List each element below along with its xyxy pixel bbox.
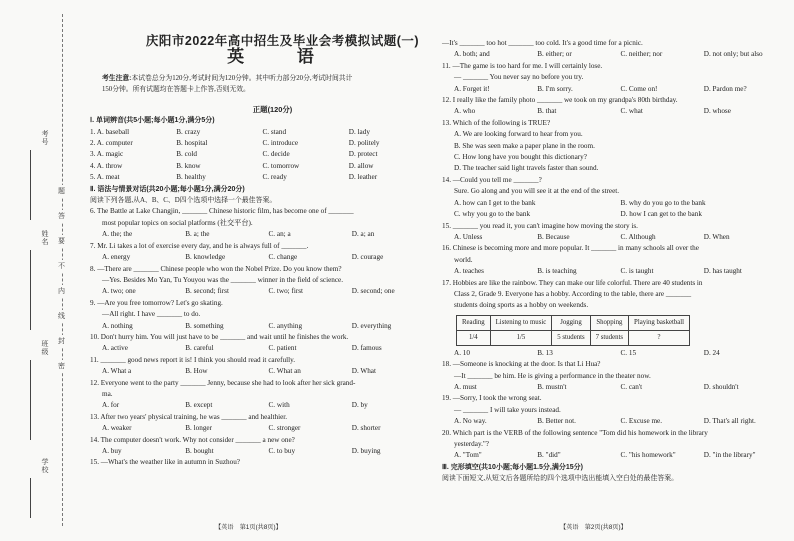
answer-option: C. Although	[620, 232, 656, 241]
answer-option: A. how can I get to the bank	[454, 198, 536, 207]
question-stem: 6. The Battle at Lake Changjin, _______ Chinese historic film, has become one of _______	[90, 207, 354, 216]
phonics-option: D. politely	[348, 139, 380, 148]
answer-option: C. neither; nor	[620, 50, 663, 59]
question-stem: 10. Don't hurry him. You will just have to be _______ and wait until he finishes the work.	[90, 332, 349, 341]
binding-margin	[0, 0, 90, 541]
answer-option: D. courage	[351, 253, 384, 262]
answer-option: A. energy	[102, 253, 131, 262]
options-row	[90, 321, 435, 332]
answer-option: D. by	[351, 401, 368, 410]
footer-right: 【英语 第2页(共8页)】	[560, 524, 627, 531]
phonics-option: D. allow	[348, 161, 374, 170]
question-stem-line: yesterday."?	[454, 440, 489, 448]
options-row	[442, 49, 787, 60]
seal-char: 密	[58, 362, 65, 370]
question-stem-line: Class 2, Grade 9. Everyone has a hobby. According to the table, there are _______	[454, 289, 692, 298]
exam-no-line	[30, 150, 31, 220]
answer-option: A. buy	[102, 447, 122, 455]
option-line: D. The teacher said light travels faster than sound.	[454, 164, 599, 173]
class-label: 班级	[41, 340, 49, 356]
answer-option: D. That's all right.	[703, 417, 756, 426]
answer-option: D. not only; but also	[703, 50, 763, 59]
name-line	[30, 250, 31, 330]
phonics-row	[90, 138, 435, 149]
answer-option: D. "in the library"	[703, 451, 756, 460]
answer-option: C. why you go to the bank	[454, 210, 531, 219]
answer-option: A. must	[454, 382, 477, 391]
answer-option: D. When	[703, 232, 730, 241]
phonics-option: D. protect	[348, 150, 378, 159]
answer-option: A. Forget it!	[454, 84, 490, 93]
hobby-header-row	[457, 315, 690, 330]
answer-option: D. has taught	[703, 267, 742, 276]
section-1-rows	[90, 127, 435, 184]
answer-option: A. No way.	[454, 417, 487, 426]
phonics-option: 3. A. magic	[90, 150, 124, 159]
phonics-option: C. introduce	[262, 139, 299, 148]
note-text-2: 150分钟。所有试题均在答题卡上作答,否则无效。	[102, 85, 250, 93]
seal-char: 内	[58, 287, 65, 295]
answer-option: A. two; one	[102, 287, 136, 296]
answer-option: C. 15	[620, 348, 637, 357]
answer-option: B. How	[185, 367, 208, 376]
answer-option: C. patient	[268, 344, 297, 353]
right-column	[442, 38, 787, 485]
seal-char: 题	[58, 187, 65, 195]
options-row	[442, 348, 787, 359]
answer-option: B. something	[185, 321, 224, 330]
answer-option: B. careful	[185, 344, 214, 353]
phonics-option: 4. A. throw	[90, 161, 123, 170]
answer-option: C. can't	[620, 382, 643, 391]
hobby-header-cell: Listening to music	[490, 315, 552, 330]
question-stem: 20. Which part is the VERB of the following sentence "Tom did his homework in the library	[442, 428, 708, 437]
options-row	[90, 423, 435, 434]
question-stem-line: Sure. Go along and you will see it at the end of the street.	[454, 187, 620, 196]
answer-option: B. "did"	[537, 451, 561, 460]
phonics-option: 1. A. baseball	[90, 127, 130, 136]
question-stem: 12. Everyone went to the party _______ Jenny, because she had to look after her sick grand-	[90, 378, 356, 387]
answer-option: B. longer	[185, 424, 212, 433]
hobby-data-cell: ?	[629, 330, 690, 345]
class-line	[30, 360, 31, 440]
answer-option: D. how I can get to the bank	[620, 210, 702, 219]
answer-option: B. bought	[185, 447, 214, 455]
answer-option: A. who	[454, 107, 476, 116]
answer-option: D. shouldn't	[703, 382, 739, 391]
question-stem: 13. Which of the following is TRUE?	[442, 118, 551, 127]
answer-option: A. nothing	[102, 321, 133, 330]
question-stem-line: — _______ You never say no before you try.	[454, 73, 584, 82]
options-row	[90, 229, 435, 240]
phonics-option: B. know	[176, 161, 201, 170]
options-row	[442, 450, 787, 461]
question-stem-line: —Yes. Besides Mo Yan, Tu Youyou was the _______ winner in the field of science.	[102, 275, 344, 284]
question-stem-line: —It _______ be him. He is giving a performance in the theater now.	[454, 371, 651, 380]
answer-option: A. What a	[102, 367, 132, 376]
seal-char: 封	[58, 337, 65, 345]
answer-option: A. 10	[454, 348, 470, 357]
phonics-row	[90, 161, 435, 172]
section-3-instruction: 阅读下面短文,从短文后各题所给的四个选项中选出能填入空白处的最佳答案。	[442, 475, 679, 483]
question-stem-line: ma.	[102, 389, 113, 398]
seal-char: 不	[58, 262, 65, 270]
question-stem: 16. Chinese is becoming more and more popular. It _______ in many schools all over the	[442, 244, 699, 253]
question-stem-line: —All right. I have _______ to do.	[102, 310, 201, 319]
phonics-option: C. stand	[262, 127, 287, 136]
options-row	[90, 343, 435, 354]
options-row	[442, 382, 787, 393]
footer-left: 【英语 第1页(共8页)】	[215, 524, 282, 531]
answer-option: C. anything	[268, 321, 303, 330]
section-3-title: Ⅲ. 完形填空(共10小题;每小题1.5分,满分15分)	[442, 463, 583, 471]
answer-option: C. an; a	[268, 230, 291, 239]
answer-option: D. whose	[703, 107, 731, 116]
answer-option: D. 24	[703, 348, 720, 357]
phonics-row	[90, 172, 435, 183]
question-stem: 15. _______ you read it, you can't imagine how moving the story is.	[442, 221, 638, 230]
hobby-data-row	[457, 330, 690, 345]
answer-option: D. What	[351, 367, 376, 376]
question-stem: 14. —Could you tell me _______?	[442, 175, 542, 184]
note-label: 考生注意:	[102, 74, 132, 82]
section-1-title: Ⅰ. 单词辨音(共5小题;每小题1分,满分5分)	[90, 117, 215, 125]
phonics-option: 5. A. meat	[90, 173, 120, 182]
question-stem-line: students doing sports as a hobby on weekends.	[454, 301, 589, 310]
hobby-header-cell: Jogging	[552, 315, 590, 330]
answer-option: C. is taught	[620, 267, 654, 276]
hobby-data-cell: 1/4	[457, 330, 491, 345]
exam-no-label: 考号	[41, 130, 49, 146]
answer-option: D. shorter	[351, 424, 381, 433]
answer-option: B. a; the	[185, 230, 210, 239]
answer-option: B. 13	[537, 348, 553, 357]
question-stem: 19. —Sorry, I took the wrong seat.	[442, 394, 542, 403]
answer-option: D. famous	[351, 344, 382, 353]
answer-option: C. change	[268, 253, 298, 262]
school-label: 学校	[41, 458, 49, 474]
question-stem: 8. —There are _______ Chinese people who won the Nobel Prize. Do you know them?	[90, 264, 342, 273]
left-questions	[90, 206, 435, 468]
option-line: C. How long have you bought this dictionary?	[454, 153, 587, 162]
question-stem: 11. —The game is too hard for me. I will certainly lose.	[442, 61, 603, 70]
answer-option: B. is teaching	[537, 267, 577, 276]
answer-option: A. Unless	[454, 232, 483, 241]
question-stem: 11. _______ good news report it is! I think you should read it carefully.	[90, 355, 296, 364]
options-row	[442, 416, 787, 427]
options-row	[442, 266, 787, 277]
question-stem: 13. After two years' physical training, he was _______ and healthier.	[90, 412, 288, 421]
question-stem: 15. —What's the weather like in autumn in Suzhou?	[90, 458, 241, 467]
hobby-header-cell: Playing basketball	[629, 315, 690, 330]
question-stem: 14. The computer doesn't work. Why not consider _______ a new one?	[90, 435, 295, 444]
phonics-option: C. decide	[262, 150, 290, 159]
option-line: A. We are looking forward to hear from you.	[454, 130, 583, 139]
phonics-option: B. crazy	[176, 127, 201, 136]
phonics-option: D. leather	[348, 173, 378, 182]
answer-option: D. a; an	[351, 230, 375, 239]
phonics-option: C. ready	[262, 173, 287, 182]
hobby-table	[456, 315, 690, 346]
question-stem: 7. Mr. Li takes a lot of exercise every day, and he is always full of _______.	[90, 241, 309, 250]
exam-title: 庆阳市2022年高中招生及毕业会考模拟试题(一)	[145, 34, 420, 48]
seal-char: 线	[58, 312, 65, 320]
answer-option: C. Come on!	[620, 84, 658, 93]
options-row	[442, 232, 787, 243]
hobby-header-cell: Shopping	[590, 315, 628, 330]
phonics-option: D. lady	[348, 127, 370, 136]
answer-option: C. Excuse me.	[620, 417, 663, 426]
answer-option: B. mustn't	[537, 382, 567, 391]
phonics-option: B. cold	[176, 150, 198, 159]
phonics-row	[90, 127, 435, 138]
phonics-option: B. hospital	[176, 139, 208, 148]
option-line: B. She was seen make a paper plane in the room.	[454, 141, 595, 150]
answer-option: B. second; first	[185, 287, 229, 296]
answer-option: A. weaker	[102, 424, 132, 433]
section-2-title: Ⅱ. 语法与情景对话(共20小题;每小题1分,满分20分)	[90, 185, 245, 193]
paper-title: 正题(120分)	[252, 104, 293, 114]
subject-title: 英 语	[227, 47, 338, 67]
answer-option: C. two; first	[268, 287, 304, 296]
answer-option: D. second; one	[351, 287, 395, 296]
hobby-header-cell: Reading	[457, 315, 491, 330]
school-line	[30, 478, 31, 518]
right-questions	[442, 38, 787, 462]
phonics-option: B. healthy	[176, 173, 206, 182]
answer-option: B. either; or	[537, 50, 572, 59]
answer-option: A. "Tom"	[454, 451, 482, 460]
answer-option: D. everything	[351, 321, 392, 330]
note-text-1: 本试卷总分为120分,考试时间为120分钟。其中听力部分20分,考试时间共计	[131, 74, 353, 82]
question-stem: 18. —Someone is knocking at the door. Is that Li Hua?	[442, 360, 601, 369]
phonics-row	[90, 149, 435, 160]
answer-option: C. What an	[268, 367, 301, 376]
question-stem: 17. Hobbies are like the rainbow. They can make our life colorful. There are 40 students in	[442, 278, 703, 287]
options-row	[442, 84, 787, 95]
question-stem: —It's _______ too hot _______ too cold. It's a good time for a picnic.	[442, 39, 643, 47]
answer-option: B. I'm sorry.	[537, 84, 573, 93]
options-row	[90, 446, 435, 457]
options-row	[90, 252, 435, 263]
answer-option: B. knowledge	[185, 253, 226, 262]
hobby-data-cell: 7 students	[590, 330, 628, 345]
answer-option: C. to buy	[268, 447, 296, 455]
question-stem-line: most popular topics on social platforms (社交平台).	[102, 218, 253, 227]
answer-option: C. what	[620, 107, 643, 116]
question-stem: 12. I really like the family photo _______ we took on my grandpa's 80th birthday.	[442, 96, 678, 105]
answer-option: A. for	[102, 401, 120, 410]
answer-option: B. that	[537, 107, 557, 116]
exam-note	[90, 73, 435, 95]
options-row	[90, 400, 435, 411]
answer-option: C. with	[268, 401, 290, 410]
answer-option: D. Pardon me?	[703, 84, 747, 93]
left-column	[90, 36, 435, 469]
question-stem: 9. —Are you free tomorrow? Let's go skating.	[90, 298, 223, 307]
question-stem-line: — _______ I will take yours instead.	[454, 405, 561, 414]
name-label: 姓名	[41, 230, 49, 246]
answer-option: A. both; and	[454, 50, 490, 59]
section-2-instruction: 阅读下列各题,从A、B、C、D四个选项中选择一个最佳答案。	[90, 197, 277, 205]
answer-option: B. Because	[537, 232, 570, 241]
answer-option: D. buying	[351, 447, 381, 455]
seal-char: 要	[58, 237, 65, 245]
hobby-data-cell: 1/5	[490, 330, 552, 345]
hobby-data-cell: 5 students	[552, 330, 590, 345]
phonics-option: C. tomorrow	[262, 161, 300, 170]
answer-option: C. stronger	[268, 424, 301, 433]
answer-option: B. Better not.	[537, 417, 576, 426]
answer-option: A. teaches	[454, 267, 484, 276]
answer-option: A. the; the	[102, 230, 133, 239]
seal-char: 答	[58, 212, 65, 220]
question-stem-line: world.	[454, 255, 473, 264]
options-row	[90, 366, 435, 377]
answer-option: A. active	[102, 344, 128, 353]
answer-option: B. except	[185, 401, 213, 410]
answer-option: B. why do you go to the bank	[620, 198, 706, 207]
phonics-option: 2. A. computer	[90, 139, 133, 148]
options-row	[442, 198, 787, 209]
options-row	[90, 286, 435, 297]
answer-option: C. "his homework"	[620, 451, 676, 460]
options-row	[442, 106, 787, 117]
options-row	[442, 209, 787, 220]
